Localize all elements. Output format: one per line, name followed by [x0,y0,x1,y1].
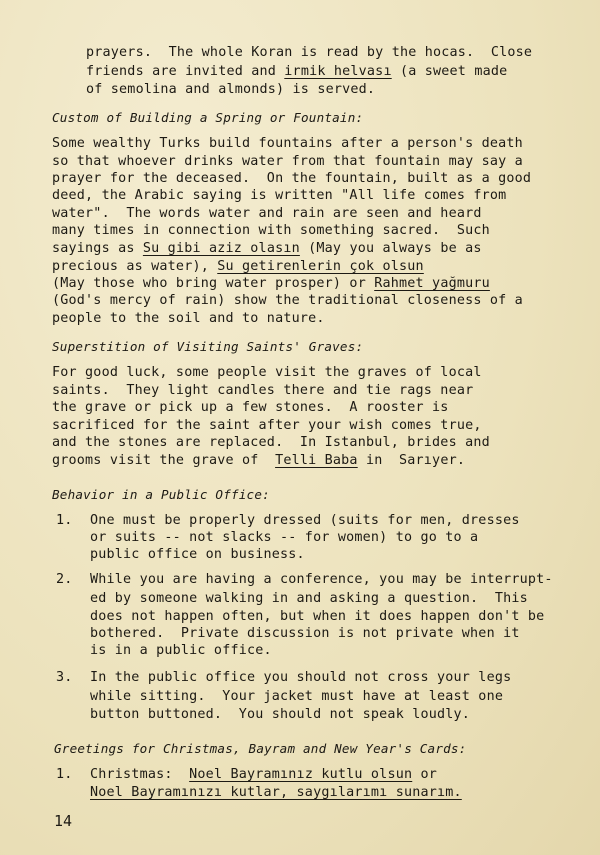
office-item-2-line: ed by someone walking in and asking a question. This [90,591,528,606]
intro-text: (a sweet made [391,64,508,79]
term-rahmet-yagmuru: Rahmet yağmuru [374,276,490,291]
section-heading-spring: Custom of Building a Spring or Fountain: [52,110,364,125]
intro-line-3: of semolina and almonds) is served. [86,82,376,97]
saints-line: sacrificed for the saint after your wish comes true, [52,418,482,433]
spring-line [52,275,490,293]
spring-text: (May you always be as [299,241,482,256]
office-item-number: 2. [56,572,73,587]
term-noel-bayraminiz-kutlu: Noel Bayramınız kutlu olsun [189,767,413,782]
spring-text: precious as water), [52,259,218,274]
spring-text: (May those who bring water prosper) or [52,276,375,291]
office-item-1-line: public office on business. [90,547,305,562]
greetings-item-number: 1. [56,767,73,782]
greetings-or: or [412,767,438,782]
intro-line-2 [86,63,507,81]
office-item-3-line: In the public office you should not cross your legs [90,670,512,685]
office-item-3-line: while sitting. Your jacket must have at least one [90,689,504,704]
office-item-2-line: does not happen often, but when it does happen don't be [90,609,545,624]
intro-line-1: prayers. The whole Koran is read by the hocas. Close [86,45,533,60]
section-heading-saints: Superstition of Visiting Saints' Graves: [52,339,364,354]
spring-line: prayer for the deceased. On the fountain, built as a good [52,171,532,186]
spring-line: many times in connection with something sacred. Such [52,223,490,238]
saints-text: in Sarıyer. [357,453,466,468]
saints-line [52,452,465,470]
spring-line: water". The words water and rain are seen and heard [52,206,482,221]
spring-line: so that whoever drinks water from that fountain may say a [52,154,523,169]
spring-line [52,258,424,276]
term-su-gibi: Su gibi aziz olasın [142,241,300,256]
intro-text: friends are invited and [86,64,285,79]
term-su-getirenlerin: Su getirenlerin çok olsun [217,259,424,274]
term-telli-baba: Telli Baba [275,453,358,468]
spring-line: people to the soil and to nature. [52,311,325,326]
term-noel-bayraminizi-kutlar: Noel Bayramınızı kutlar, saygılarımı sunarım. [90,785,462,800]
spring-line: Some wealthy Turks build fountains after a person's death [52,136,523,151]
office-item-2-line: While you are having a conference, you may be interrupt- [90,572,553,587]
section-heading-office: Behavior in a Public Office: [52,487,270,502]
spring-line [52,240,482,258]
office-item-number: 3. [56,670,73,685]
saints-line: saints. They light candles there and tie rags near [52,383,474,398]
spring-line: (God's mercy of rain) show the traditional closeness of a [52,293,523,308]
spring-text: sayings as [52,241,143,256]
section-heading-greetings: Greetings for Christmas, Bayram and New Year's Cards: [54,741,467,756]
office-item-3-line: button buttoned. You should not speak loudly. [90,707,471,722]
saints-line: the grave or pick up a few stones. A rooster is [52,400,449,415]
saints-line: For good luck, some people visit the graves of local [52,365,482,380]
office-item-1-line: or suits -- not slacks -- for women) to go to a [90,530,479,545]
greetings-line-2 [90,784,462,802]
office-item-number: 1. [56,513,73,528]
greetings-label: Christmas: [90,767,190,782]
office-item-1-line: One must be properly dressed (suits for men, dresses [90,513,520,528]
spring-line: deed, the Arabic saying is written "All life comes from [52,188,507,203]
office-item-2-line: bothered. Private discussion is not private when it [90,626,520,641]
office-item-2-line: is in a public office. [90,643,272,658]
saints-line: and the stones are replaced. In Istanbul, brides and [52,435,490,450]
term-irmik-helvasi: irmik helvası [284,64,392,79]
greetings-line-1 [90,766,437,784]
page-number: 14 [54,812,73,830]
saints-text: grooms visit the grave of [52,453,276,468]
